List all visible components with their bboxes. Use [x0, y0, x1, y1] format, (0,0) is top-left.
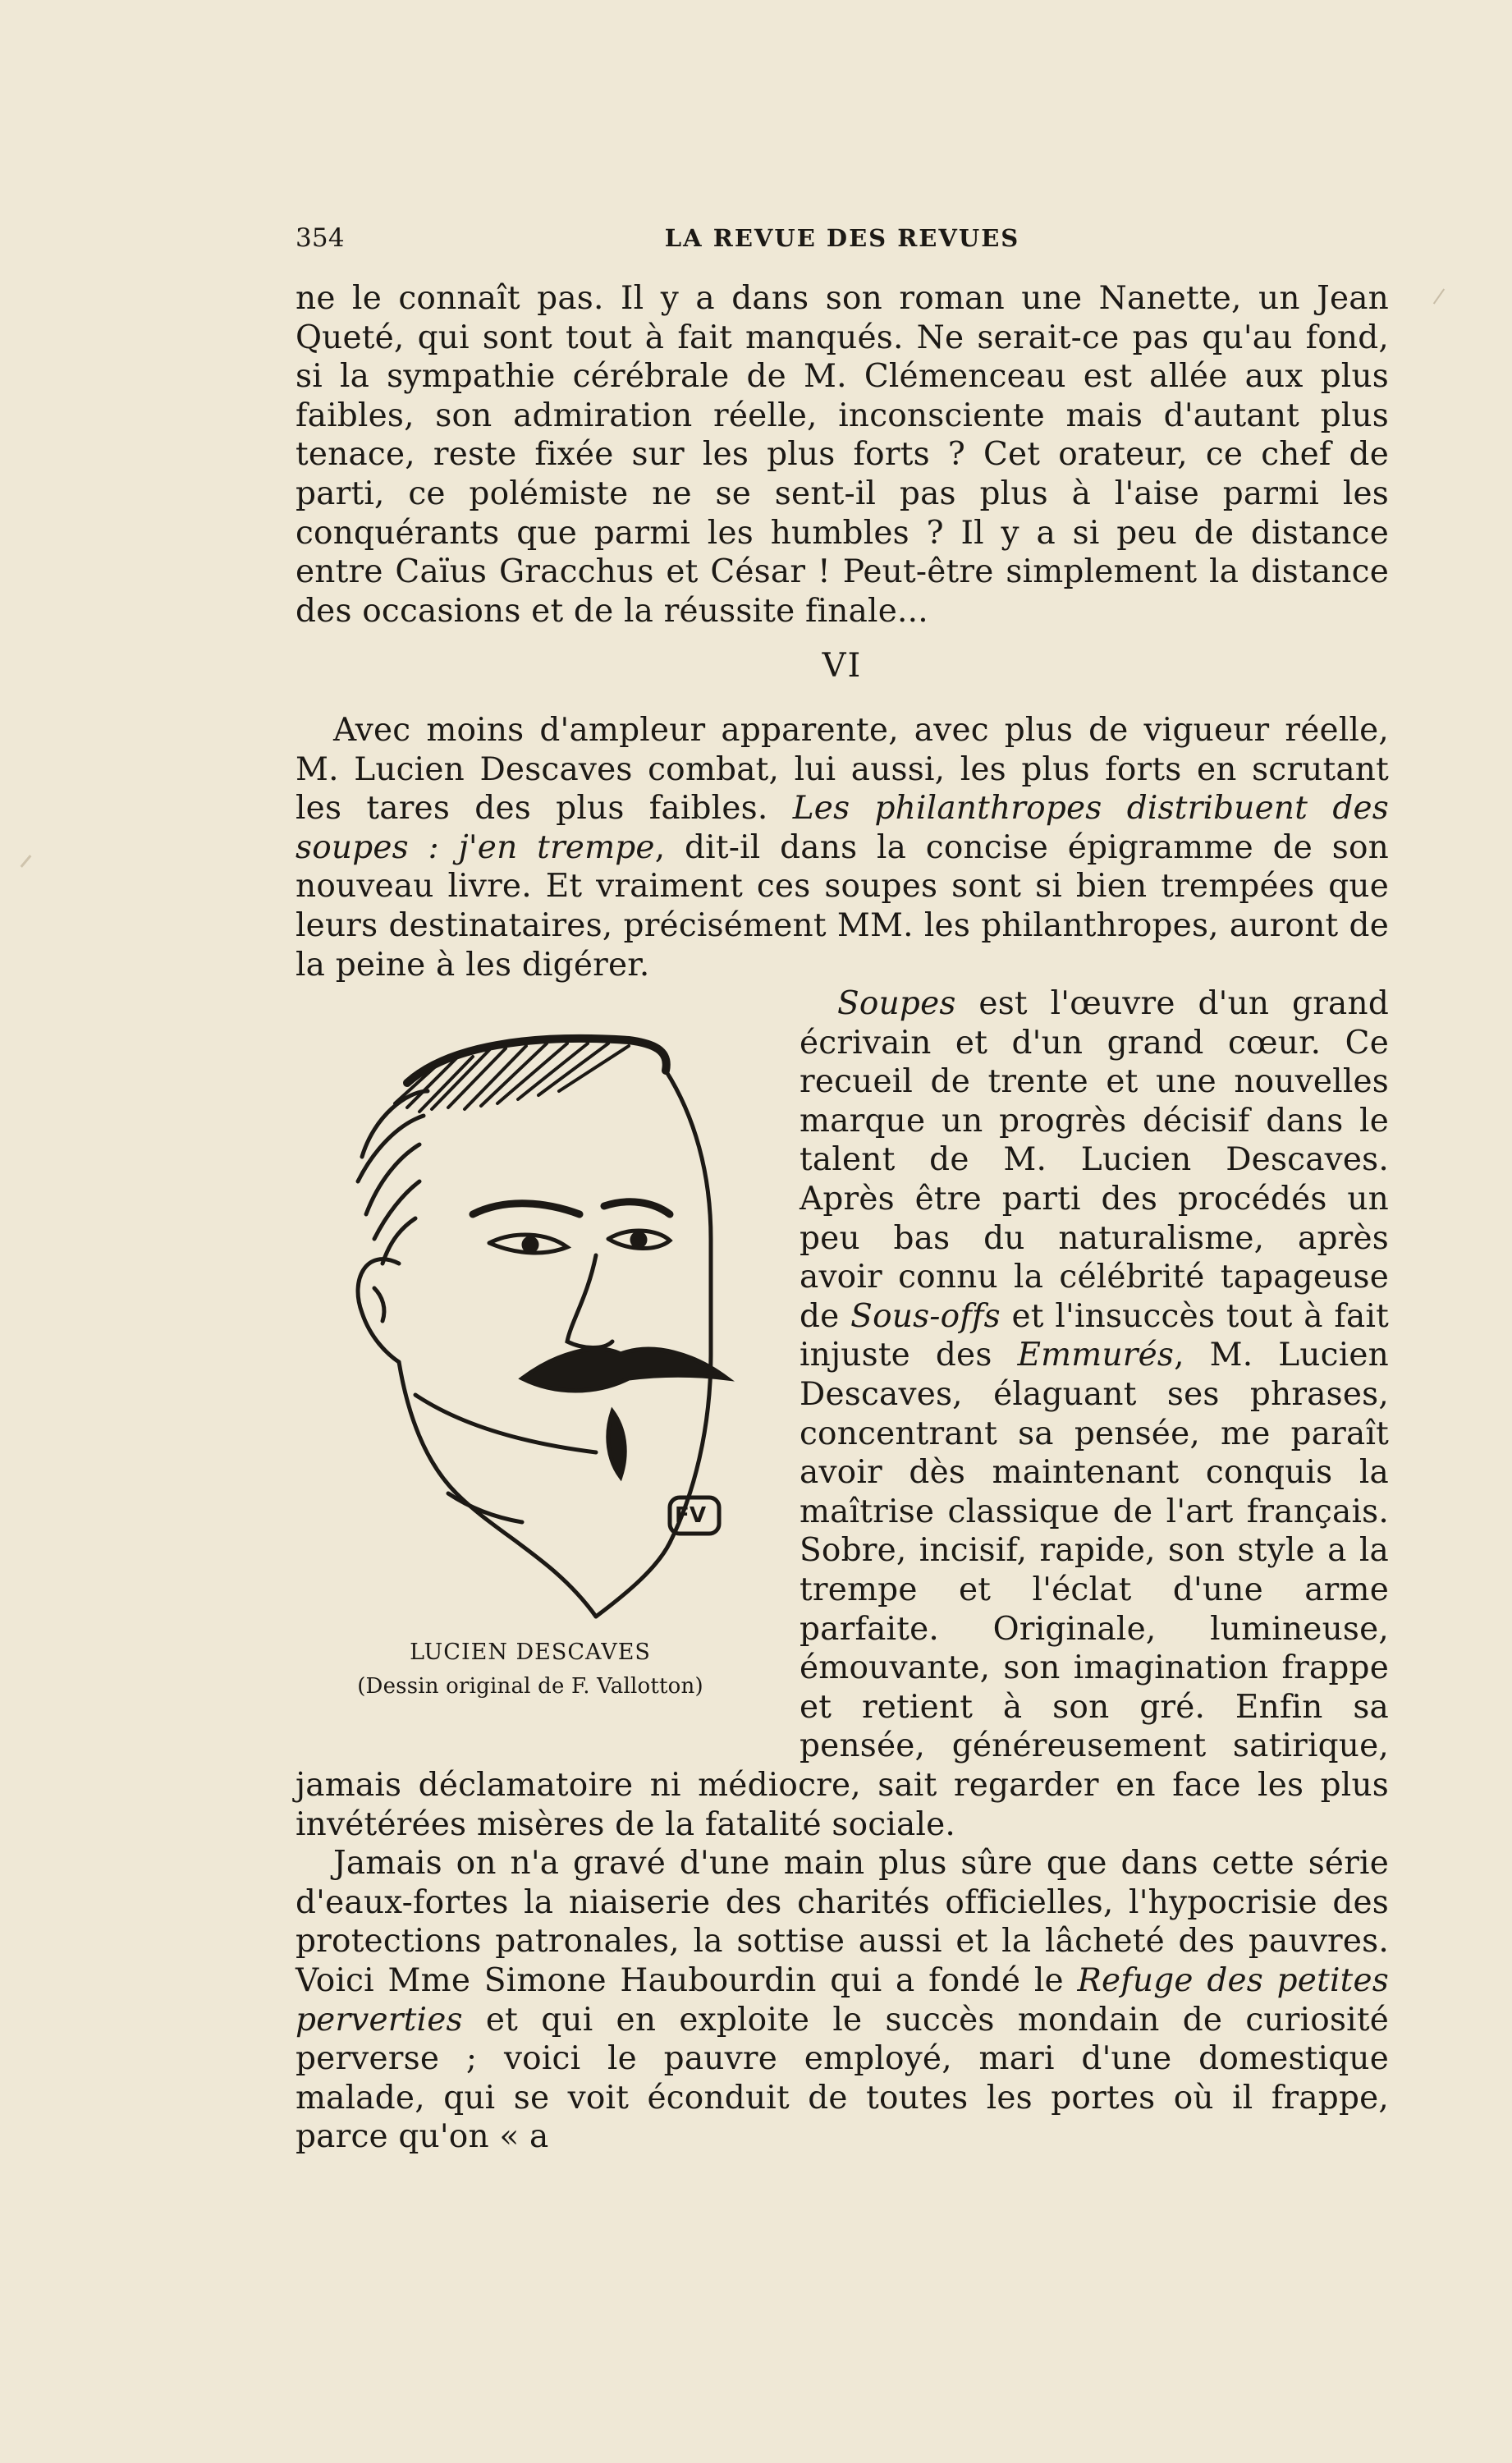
paragraph-4-text-cont: et qui en exploite le succès mondain de curiosité perverse ; voici le pauvre employé, mari d'une domestique malade, qui se voit éconduit de toutes les portes où il frappe, parce qu'on « a: [296, 2001, 1389, 2156]
book-page: [296, 222, 1389, 2157]
epigraph-italic: Les philanthropes distribuent des soupes : j'en trempe: [296, 790, 1389, 866]
paragraph-3-text-cont: et l'insuccès tout à fait injuste des: [800, 1297, 1389, 1374]
paragraph-3-text: est l'œuvre d'un grand écrivain et d'un grand cœur. Ce recueil de trente et une nouvelles marque un progrès décisif dans le talent de M. Lucien Descaves. Après être parti des procédés un peu bas du naturalisme, après avoir connu la célébrité tapageuse de: [800, 985, 1389, 1335]
monogram-text: FV: [675, 1503, 707, 1529]
title-italic-sous-offs: Sous-offs: [850, 1297, 1001, 1335]
figure-caption-credit: (Dessin original de F. Vallotton): [357, 1674, 703, 1699]
paragraph-2-text: Avec moins d'ampleur apparente, avec plus de vigueur réelle, M. Lucien Descaves combat, lui aussi, les plus forts en scrutant les tares des plus faibles.: [296, 711, 1389, 828]
paragraph-1: ne le connaît pas. Il y a dans son roman une Nanette, un Jean Queté, qui sont tout à fait manqués. Ne serait-ce pas qu'au fond, si la sympathie cérébrale de M. Clémenceau est allée aux plus faibles, son admiration réelle, inconsciente mais d'autant plus tenace, reste fixée sur les plus forts ? Cet orateur, ce chef de parti, ce polémiste ne se sent-il pas plus à l'aise parmi les conquérants que parmi les humbles ? Il y a si peu de distance entre Caïus Gracchus et César ! Peut-être simplement la distance des occasions et de la réussite finale...: [296, 280, 1389, 630]
paragraph-4-text: Jamais on n'a gravé d'une main plus sûre que dans cette série d'eaux-fortes la niaiserie des charités officielles, l'hypocrisie des protections patronales, la sottise aussi et la lâcheté des pauvres. Voici Mme Simone Haubourdin qui a fondé le: [296, 1845, 1389, 1999]
page-number: 354: [296, 223, 345, 253]
title-italic-refuge: Refuge des petites perverties: [296, 1961, 1390, 2039]
figure-caption-name: LUCIEN DESCAVES: [410, 1640, 651, 1666]
title-italic-soupes: Soupes: [837, 985, 956, 1023]
running-head: [296, 222, 1389, 258]
paragraph-2-text-cont: , dit-il dans la concise épigramme de son nouveau livre. Et vraiment ces soupes sont si bien trempées que leurs destinataires, précisément MM. les philanthropes, auront de la peine à les digérer.: [296, 828, 1389, 984]
paragraph-3-text-end: , M. Lucien Descaves, élaguant ses phrases, concentrant sa pensée, me paraît avoir dès maintenant conquis la maîtrise classique de l'art français. Sobre, incisif, rapide, son style a la trempe et l'éclat d'une arme parfaite. Originale, lumineuse, émouvante, son imagination frappe et retient à son gré. Enfin sa pensée, généreusement satirique, jamais déclamatoire ni médiocre, sait regarder en face les plus invétérées misères de la fatalité sociale.: [296, 1337, 1389, 1843]
paper-mark: [21, 855, 32, 868]
paragraph-4: [296, 1844, 1389, 2157]
journal-title: LA REVUE DES REVUES: [664, 224, 1020, 252]
title-italic-emmures: Emmurés: [1017, 1337, 1175, 1374]
paragraph-2: [296, 711, 1389, 984]
section-heading: VI: [822, 647, 863, 686]
paper-mark: [1433, 288, 1445, 304]
portrait-figure: [284, 968, 777, 1740]
